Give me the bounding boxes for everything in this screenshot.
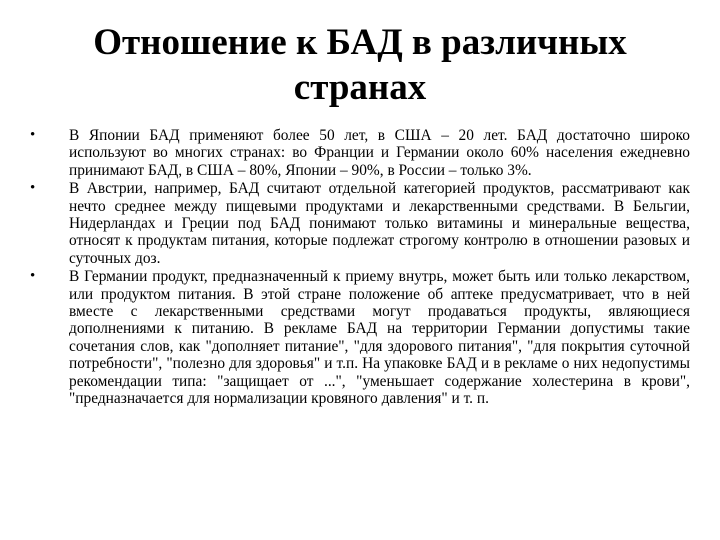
bullet-item xyxy=(30,180,690,267)
bullet-item xyxy=(30,127,690,179)
bullet-text: В Японии БАД применяют более 50 лет, в США – 20 лет. БАД достаточно широко используют во многих странах: во Франции и Германии около 60% населения ежедневно принимают БАД, в США – 80%, Японии – 90%, в России – только 3%. xyxy=(69,127,690,179)
bullet-text: В Австрии, например, БАД считают отдельной категорией продуктов, рассматривают как нечто среднее между пищевыми продуктами и лекарственными средствами. В Бельгии, Нидерландах и Греции под БАД понимают только витамины и минеральные вещества, относят к продуктам питания, которые подлежат строгому контролю в отношении разовых и суточных доз. xyxy=(69,180,690,267)
bullet-icon: • xyxy=(30,127,36,143)
bullet-icon: • xyxy=(30,180,36,197)
slide-title: Отношение к БАД в различных странах xyxy=(93,22,627,108)
bullet-text: В Германии продукт, предназначенный к приему внутрь, может быть или только лекарством, или продуктом питания. В этой стране положение об аптеке предусматривает, что в ней вместе с лекарственными средствами могут продаваться продукты, являющиеся дополнениями к питанию. В рекламе БАД на территории Германии допустимы такие сочетания слов, как "дополняет питание", "для здорового питания", "для покрытия суточной потребности", "полезно для здоровья" и т.п. На упаковке БАД и в рекламе о них недопустимы рекомендации типа: "защищает от ...", "уменьшает содержание холестерина в крови", "предназначается для нормализации кровяного давления" и т. п. xyxy=(69,268,690,408)
bullet-item xyxy=(30,268,690,407)
bullet-icon: • xyxy=(30,268,36,285)
bullet-list xyxy=(30,127,690,409)
